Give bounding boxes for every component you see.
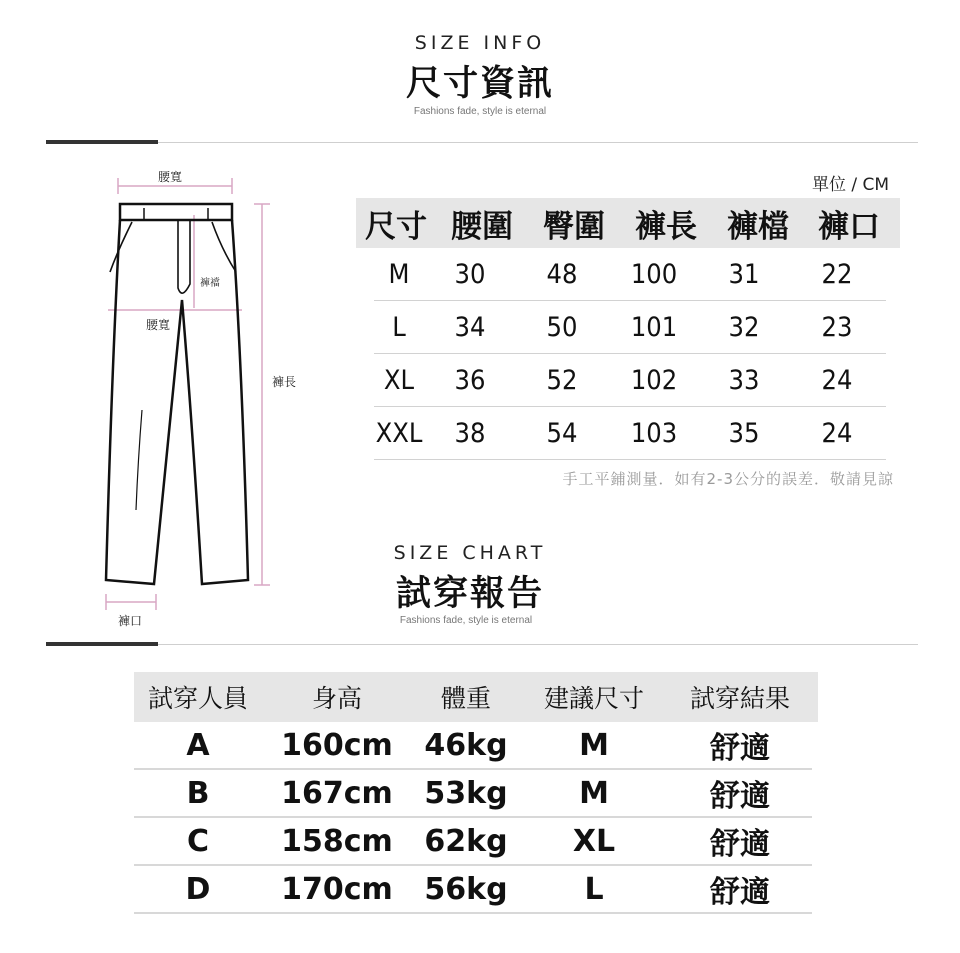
size-cell: 30	[454, 258, 486, 290]
trial-cell: 158cm	[281, 823, 393, 859]
size-cell: 33	[728, 364, 760, 396]
trial-cell: 舒適	[710, 779, 770, 814]
size-cell: 52	[546, 364, 578, 396]
trial-cell: A	[186, 727, 210, 763]
waist-label-top: 腰寬	[158, 170, 183, 184]
trial-header-cell: 試穿結果	[689, 684, 790, 713]
size-table-header-cell: 褲長	[635, 208, 697, 245]
size-chart-title-zh: 試穿報告	[395, 574, 544, 614]
trial-cell: M	[579, 775, 609, 811]
size-cell: 54	[546, 417, 578, 449]
trial-cell: 舒適	[710, 731, 770, 766]
size-table-header-cell: 尺寸	[365, 208, 427, 245]
trial-cell: 46kg	[424, 727, 508, 763]
trial-table	[134, 672, 818, 914]
size-table-header	[356, 198, 900, 248]
section-divider	[158, 142, 918, 143]
size-table-header-cell: 褲檔	[727, 208, 789, 245]
trial-header-cell: 體重	[440, 684, 491, 713]
size-info-title-en: SIZE INFO	[414, 32, 546, 54]
trial-cell: 62kg	[424, 823, 508, 859]
size-cell: L	[392, 311, 406, 343]
size-cell: 35	[728, 417, 760, 449]
hem-label: 褲口	[118, 614, 143, 628]
length-label: 褲長	[272, 375, 297, 389]
size-table-header-cell: 腰圍	[451, 208, 513, 245]
size-table-row	[374, 354, 886, 407]
size-table-header-cell: 臀圍	[543, 208, 605, 245]
size-table	[356, 198, 900, 460]
trial-cell: L	[584, 871, 604, 907]
size-cell: 102	[630, 364, 678, 396]
size-cell: 31	[728, 258, 760, 290]
size-cell: 24	[821, 417, 853, 449]
size-cell: 48	[546, 258, 578, 290]
trial-table-row	[134, 722, 812, 770]
waist-label-mid: 腰寬	[146, 318, 171, 332]
unit-label: 單位 / CM	[812, 175, 890, 195]
section-divider-accent	[46, 140, 158, 144]
size-cell: M	[388, 258, 410, 290]
size-info-tagline: Fashions fade, style is eternal	[413, 106, 547, 117]
trial-cell: 53kg	[424, 775, 508, 811]
trial-cell: 167cm	[281, 775, 393, 811]
size-cell: 36	[454, 364, 486, 396]
size-cell: 101	[630, 311, 678, 343]
trial-cell: 170cm	[281, 871, 393, 907]
size-cell: 22	[821, 258, 853, 290]
trial-cell: 舒適	[710, 827, 770, 862]
size-table-row	[374, 301, 886, 354]
size-chart-tagline: Fashions fade, style is eternal	[399, 615, 533, 626]
pants-outline-icon	[90, 160, 340, 640]
trial-cell: 56kg	[424, 871, 508, 907]
section-divider	[158, 644, 918, 645]
trial-header-cell: 試穿人員	[147, 684, 248, 713]
trial-cell: 160cm	[281, 727, 393, 763]
section-divider-accent	[46, 642, 158, 646]
crotch-label: 褲襠	[200, 278, 220, 289]
size-chart-title-en: SIZE CHART	[393, 542, 547, 564]
trial-header-cell: 身高	[311, 684, 362, 713]
trial-cell: C	[186, 823, 210, 859]
size-cell: 103	[630, 417, 678, 449]
size-cell: 34	[454, 311, 486, 343]
trial-header-cell: 建議尺寸	[543, 684, 644, 713]
trial-table-row	[134, 818, 812, 866]
size-cell: 100	[630, 258, 678, 290]
trial-table-header	[134, 672, 818, 722]
size-cell: XXL	[375, 417, 423, 449]
size-cell: 23	[821, 311, 853, 343]
size-table-row	[374, 407, 886, 460]
measurement-note: 手工平鋪測量．如有2-3公分的誤差．敬請見諒	[562, 470, 894, 488]
size-table-header-cell: 褲口	[818, 208, 880, 245]
trial-cell: D	[185, 871, 211, 907]
size-table-row	[374, 248, 886, 301]
trial-cell: B	[186, 775, 210, 811]
trial-cell: XL	[572, 823, 616, 859]
size-cell: 50	[546, 311, 578, 343]
size-cell: XL	[383, 364, 415, 396]
trial-table-row	[134, 866, 812, 914]
size-info-title-zh: 尺寸資訊	[405, 64, 554, 104]
trial-table-row	[134, 770, 812, 818]
size-cell: 24	[821, 364, 853, 396]
trial-cell: M	[579, 727, 609, 763]
trial-cell: 舒適	[710, 875, 770, 910]
size-cell: 38	[454, 417, 486, 449]
size-cell: 32	[728, 311, 760, 343]
pants-diagram	[90, 160, 340, 640]
